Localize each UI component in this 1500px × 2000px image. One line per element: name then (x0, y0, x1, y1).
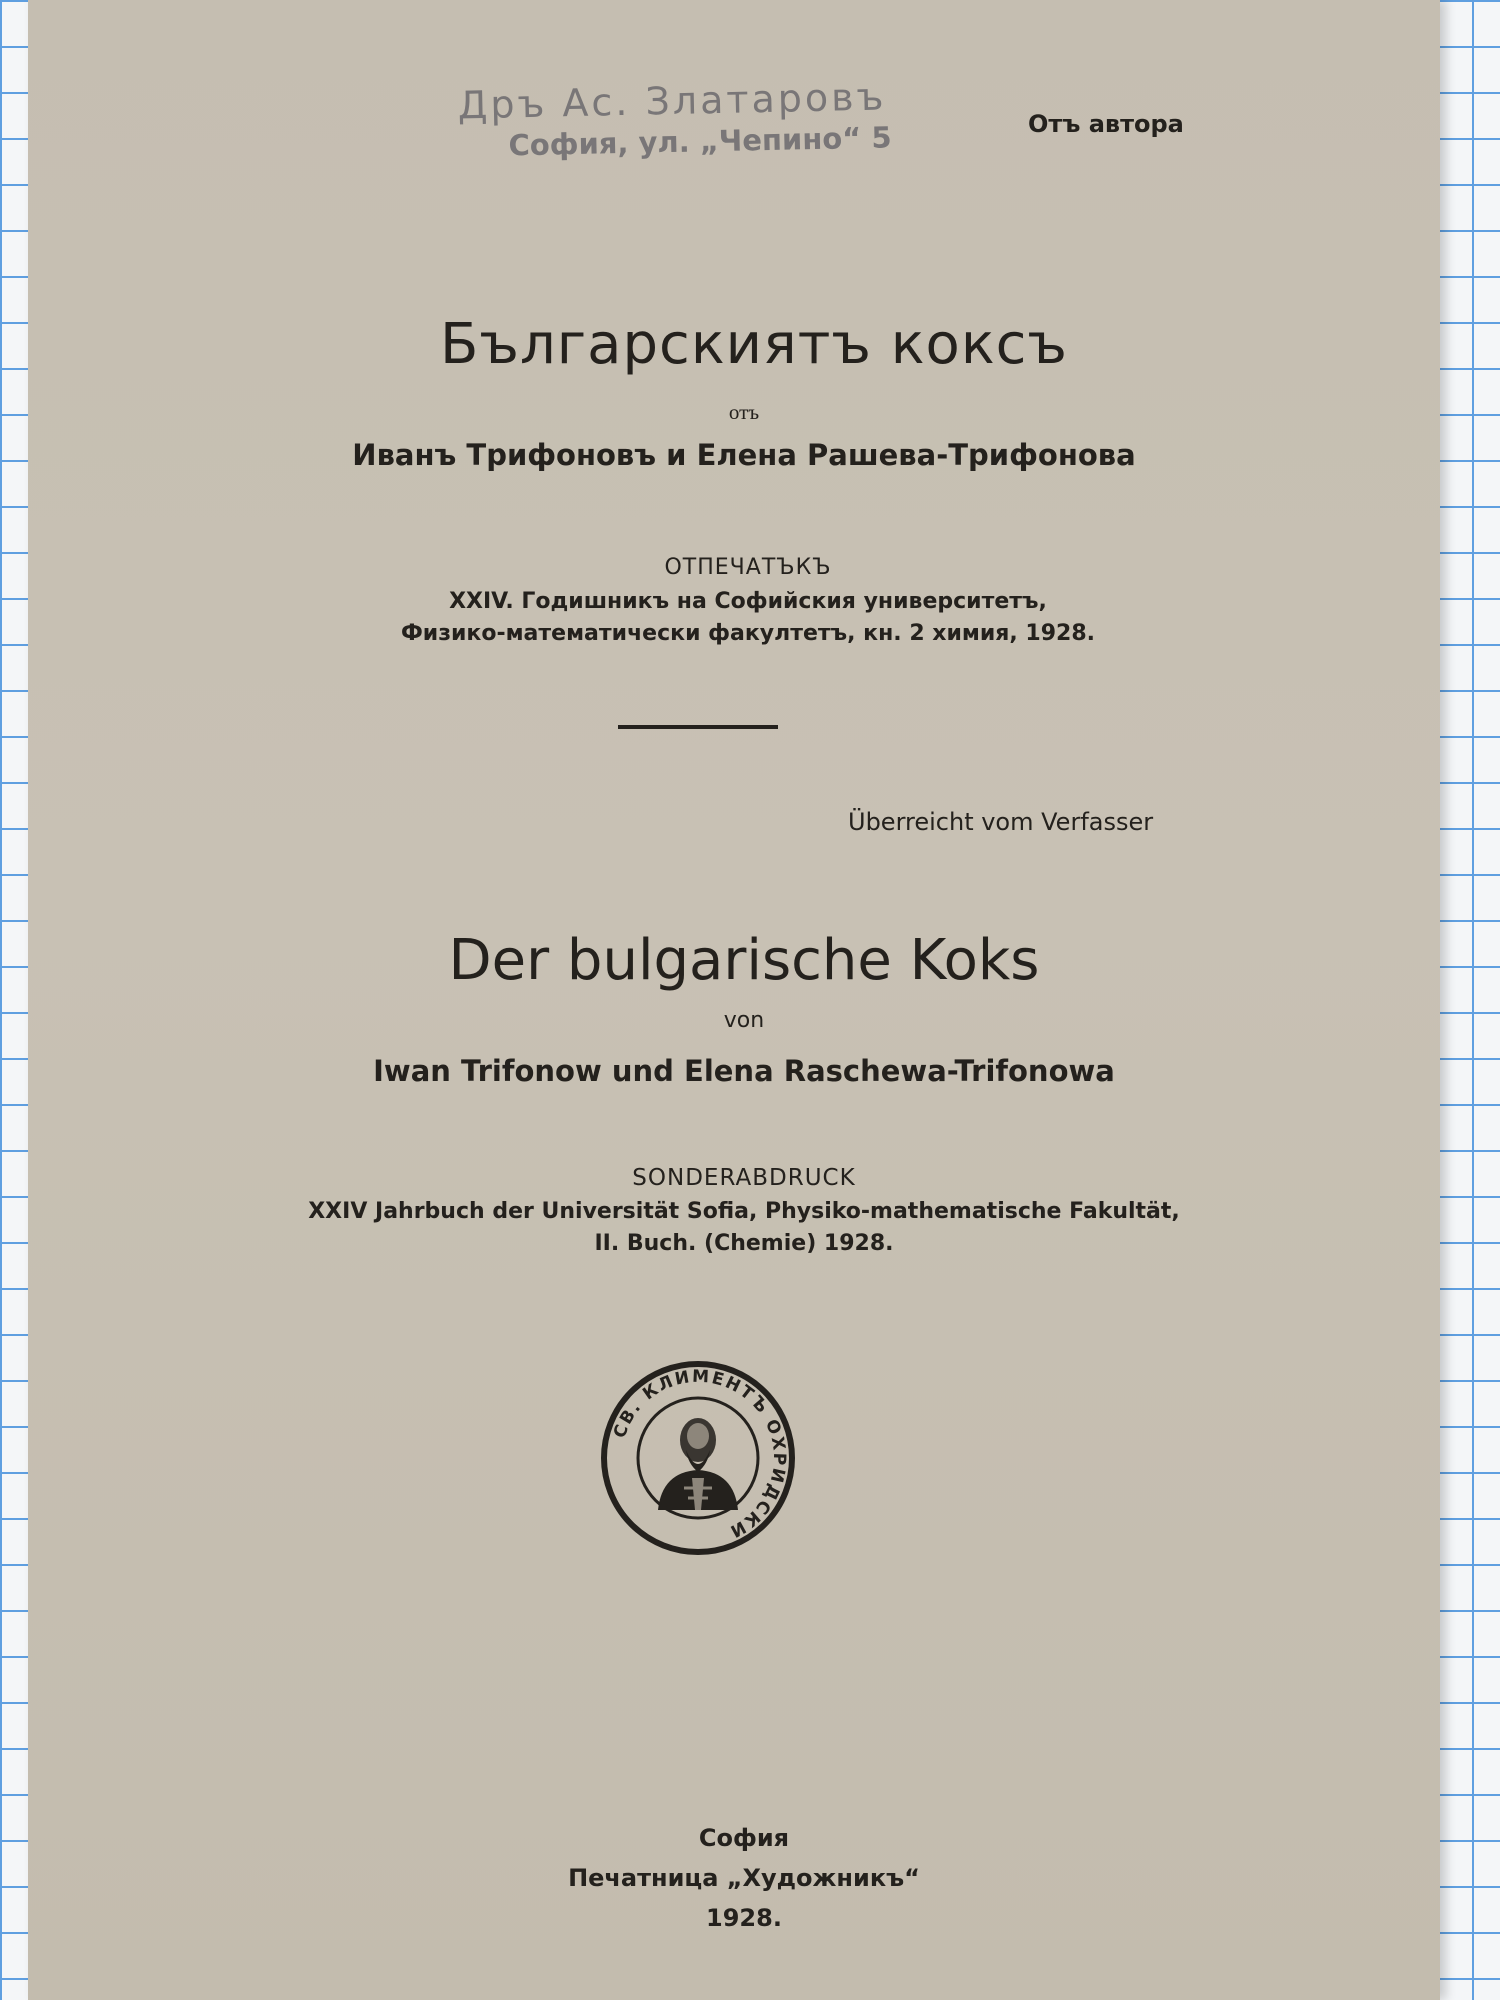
german-reprint-label: SONDERABDRUCK (632, 1165, 856, 1191)
from-author-note: Отъ автора (1028, 110, 1184, 138)
bulgarian-source-line-1: XXIV. Годишникъ на Софийския университетъ, (449, 589, 1047, 614)
imprint-year: 1928. (706, 1904, 782, 1932)
bulgarian-reprint-label: ОТПЕЧАТЪКЪ (664, 555, 832, 580)
german-authors: Iwan Trifonow und Elena Raschewa-Trifonowa (373, 1054, 1115, 1088)
german-source (28, 1196, 1460, 1260)
bulgarian-source-line-2: Физико-математически факултетъ, кн. 2 химия, 1928. (400, 621, 1096, 646)
imprint-printer: Печатница „Художникъ“ (568, 1864, 920, 1892)
bulgarian-authors: Иванъ Трифоновъ и Елена Рашева-Трифонова (352, 438, 1136, 472)
stamp-line-address: София, ул. „Чепино“ 5 (508, 120, 892, 163)
document-page (28, 0, 1440, 2000)
seal-inscription: СВ. КЛИМЕНТЪ ОХРИДСКИ (609, 1366, 790, 1542)
imprint (28, 1818, 1460, 1938)
ownership-stamp (457, 73, 979, 164)
saint-kliment-seal-icon (600, 1360, 796, 1556)
stamp-line-name: Дръ Ас. Златаровъ (457, 74, 887, 128)
german-title: Der bulgarische Koks (448, 928, 1040, 993)
bulgarian-by: отъ (728, 400, 760, 424)
bulgarian-source (28, 586, 1468, 650)
german-presented-note: Überreicht vom Verfasser (848, 808, 1154, 836)
german-by: von (723, 1008, 765, 1033)
german-source-line-1: XXIV Jahrbuch der Universität Sofia, Physiko-mathematische Fakultät, (308, 1199, 1180, 1224)
german-source-line-2: II. Buch. (Chemie) 1928. (594, 1231, 894, 1256)
section-divider (618, 725, 778, 729)
imprint-city: София (698, 1824, 790, 1852)
bulgarian-title: Българскиятъ коксъ (439, 312, 1068, 377)
